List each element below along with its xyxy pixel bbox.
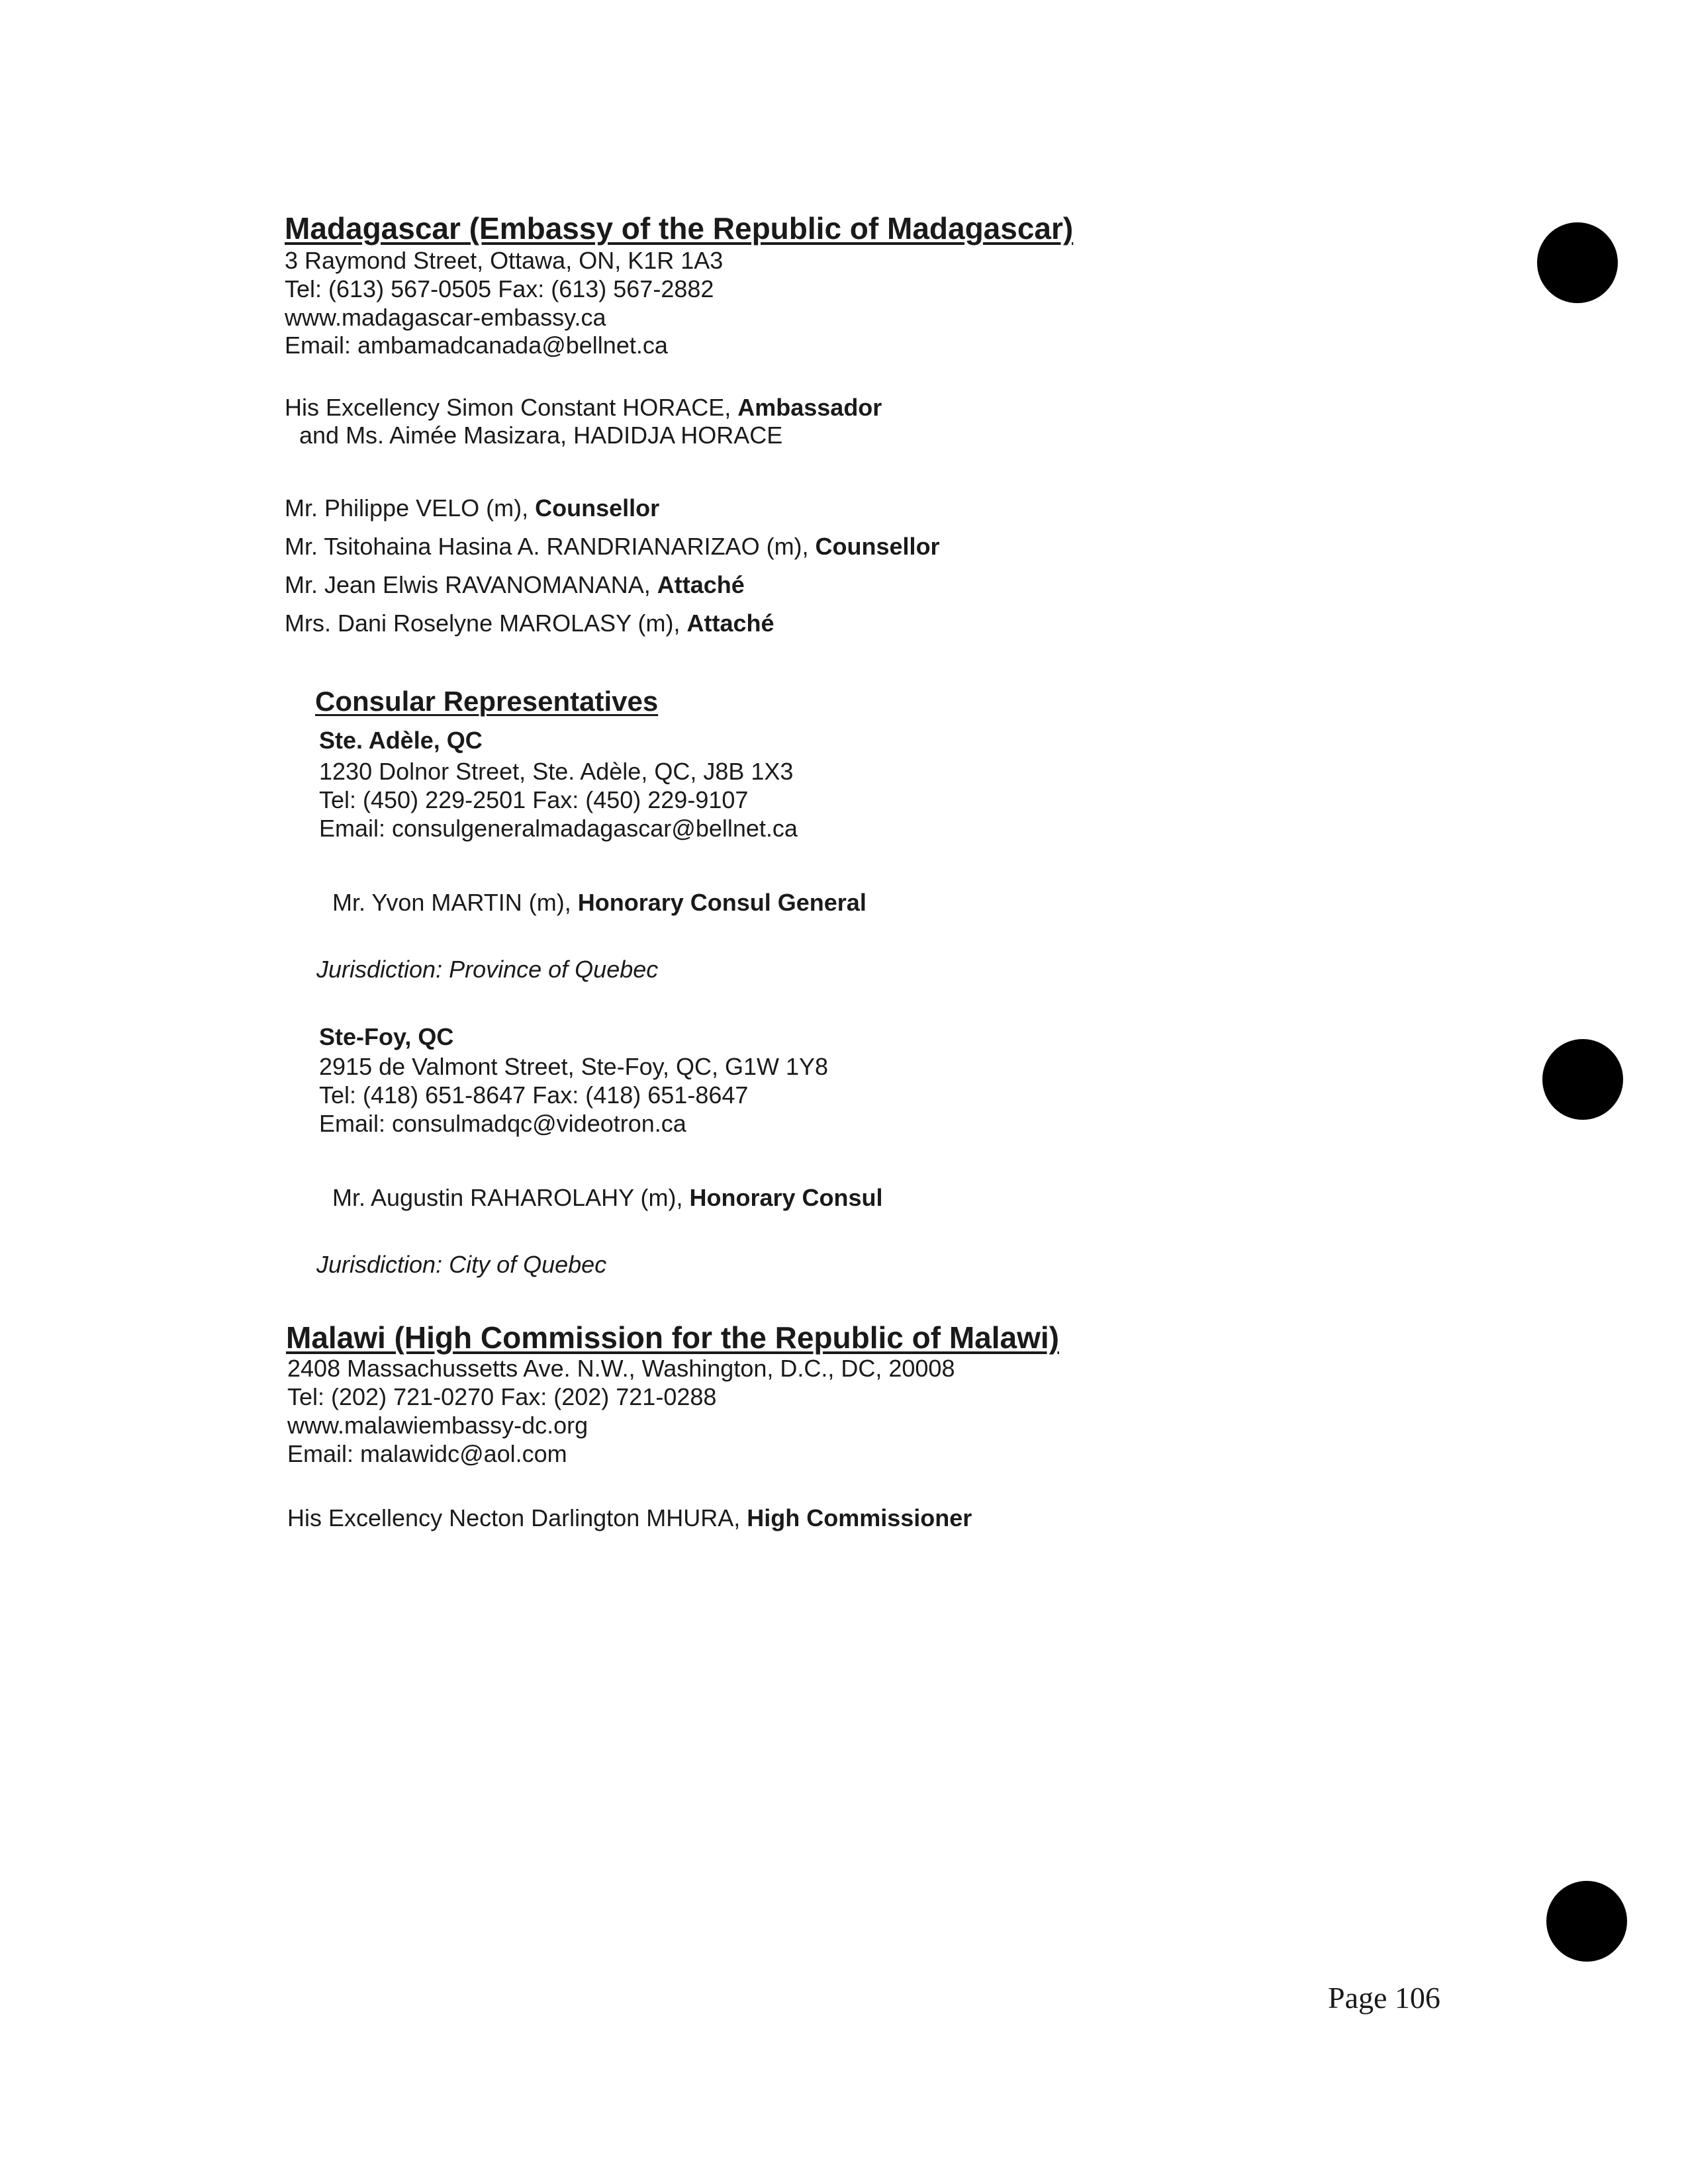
consular-person-title: Honorary Consul	[689, 1184, 883, 1211]
consular-email: Email: consulmadqc@videotron.ca	[319, 1110, 686, 1137]
staff-title: Attaché	[686, 610, 774, 637]
consular-city: Ste-Foy, QC	[319, 1023, 454, 1050]
malawi-address: 2408 Massachussetts Ave. N.W., Washington, D.C., DC, 20008	[287, 1355, 955, 1382]
consular-phone: Tel: (450) 229-2501 Fax: (450) 229-9107	[319, 786, 749, 813]
staff-entry	[285, 570, 745, 600]
page-number: Page 106	[1328, 1981, 1440, 2015]
malawi-commissioner	[287, 1504, 972, 1533]
punch-hole	[1542, 1039, 1623, 1120]
consular-jurisdiction: Jurisdiction: City of Quebec	[316, 1251, 607, 1278]
madagascar-phone: Tel: (613) 567-0505 Fax: (613) 567-2882	[285, 275, 714, 302]
malawi-email: Email: malawidc@aol.com	[287, 1440, 567, 1467]
staff-name: Mrs. Dani Roselyne MAROLASY (m),	[285, 610, 687, 637]
consular-person-title: Honorary Consul General	[577, 889, 867, 916]
staff-entry	[285, 609, 774, 638]
punch-hole	[1546, 1881, 1627, 1962]
staff-title: Attaché	[657, 571, 745, 598]
malawi-heading: Malawi (High Commission for the Republic of Malawi)	[286, 1320, 1059, 1355]
malawi-phone: Tel: (202) 721-0270 Fax: (202) 721-0288	[287, 1383, 717, 1410]
madagascar-address: 3 Raymond Street, Ottawa, ON, K1R 1A3	[285, 247, 724, 274]
ambassador-name: His Excellency Simon Constant HORACE,	[285, 394, 738, 421]
malawi-website: www.malawiembassy-dc.org	[287, 1412, 588, 1439]
staff-name: Mr. Tsitohaina Hasina A. RANDRIANARIZAO (m),	[285, 533, 816, 560]
commissioner-name: His Excellency Necton Darlington MHURA,	[287, 1504, 747, 1531]
staff-name: Mr. Jean Elwis RAVANOMANANA,	[285, 571, 657, 598]
commissioner-title: High Commissioner	[747, 1504, 972, 1531]
consular-heading: Consular Representatives	[315, 686, 659, 717]
consular-email: Email: consulgeneralmadagascar@bellnet.ca	[319, 815, 798, 842]
consular-jurisdiction: Jurisdiction: Province of Quebec	[316, 956, 659, 983]
consular-person	[332, 1183, 883, 1212]
consular-address: 2915 de Valmont Street, Ste-Foy, QC, G1W 1Y8	[319, 1053, 829, 1080]
punch-hole	[1537, 222, 1618, 303]
ambassador-title: Ambassador	[737, 394, 882, 421]
staff-entry	[285, 532, 940, 561]
consular-person-name: Mr. Yvon MARTIN (m),	[332, 889, 578, 916]
staff-title: Counsellor	[815, 533, 940, 560]
consular-address: 1230 Dolnor Street, Ste. Adèle, QC, J8B 1X3	[319, 758, 794, 785]
madagascar-ambassador-spouse: and Ms. Aimée Masizara, HADIDJA HORACE	[299, 422, 783, 449]
madagascar-heading: Madagascar (Embassy of the Republic of Madagascar)	[285, 211, 1074, 246]
consular-person	[332, 888, 867, 917]
staff-title: Counsellor	[535, 494, 660, 522]
staff-entry	[285, 494, 659, 523]
madagascar-website: www.madagascar-embassy.ca	[285, 304, 606, 331]
consular-city: Ste. Adèle, QC	[319, 727, 483, 754]
madagascar-ambassador	[285, 393, 882, 422]
consular-phone: Tel: (418) 651-8647 Fax: (418) 651-8647	[319, 1081, 749, 1109]
consular-person-name: Mr. Augustin RAHAROLAHY (m),	[332, 1184, 690, 1211]
staff-name: Mr. Philippe VELO (m),	[285, 494, 536, 522]
madagascar-email: Email: ambamadcanada@bellnet.ca	[285, 332, 668, 359]
